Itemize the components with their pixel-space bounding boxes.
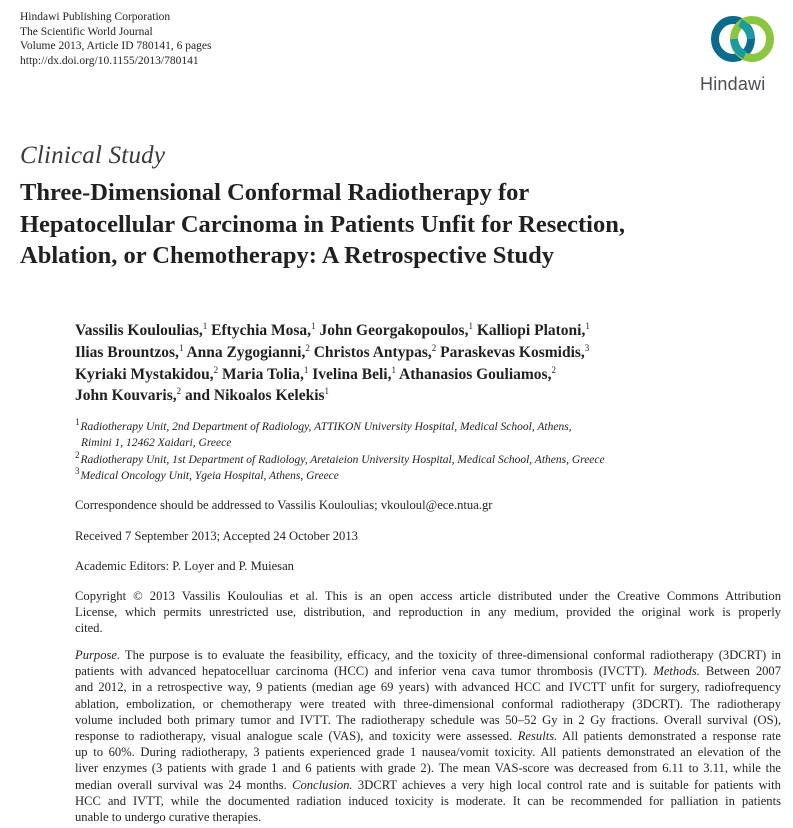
abstract-text: response to radiotherapy, visual analogue scale (VAS), and toxicity were assessed. <box>75 729 518 744</box>
article-type: Clinical Study <box>20 142 166 169</box>
abstract-section-label: Methods. <box>653 664 700 679</box>
hindawi-logo <box>700 13 786 95</box>
author-line <box>75 364 735 386</box>
abstract-line <box>75 728 781 744</box>
author-name: Vassilis Kouloulias, <box>75 322 203 339</box>
abstract-line: unable to undergo curative therapies. <box>75 810 262 825</box>
author-list <box>75 320 735 407</box>
author-name: John Kouvaris, <box>75 387 177 405</box>
copyright-line: cited. <box>75 621 103 636</box>
author-affiliation-mark: 1 <box>311 321 316 331</box>
doi-link[interactable]: http://dx.doi.org/10.1155/2013/780141 <box>20 54 199 67</box>
abstract-section-label: Results. <box>517 729 558 744</box>
author-name: Athanasios Gouliamos, <box>399 365 552 383</box>
author-affiliation-mark: 1 <box>303 364 309 375</box>
author-name: and Nikoalos Kelekis <box>185 387 325 405</box>
correspondence: Correspondence should be addressed to Vassilis Kouloulias; vkouloul@ece.ntua.gr <box>75 498 493 512</box>
author-affiliation-mark: 1 <box>585 321 590 331</box>
title-line: Three-Dimensional Conformal Radiotherapy for <box>20 179 530 206</box>
copyright-notice <box>75 588 781 637</box>
affiliation-item <box>75 419 715 435</box>
copyright-line: Copyright © 2013 Vassilis Kouloulias et al. This is an open access article distributed under the Creative Commons Attribution <box>75 589 781 603</box>
logo-wordmark: Hindawi <box>700 74 766 94</box>
abstract-text: median overall survival was 24 months. <box>75 777 293 792</box>
author-line <box>75 320 735 342</box>
abstract-line: ablation, embolization, or chemotherapy were treated with three-dimensional conformal radiotherapy (3DCRT). The radiotherapy <box>75 696 781 711</box>
author-name: Christos Antypas, <box>313 343 432 361</box>
author-name: John Georgakopoulos, <box>319 322 469 339</box>
abstract-line: HCC and IVTT, while the documented radiation induced toxicity is moderate. It can be recommended for palliation in patients <box>75 793 781 808</box>
affiliation-item <box>75 468 715 484</box>
author-name: Kyriaki Mystakidou, <box>75 365 214 383</box>
abstract-line <box>75 647 781 663</box>
abstract-text: The purpose is to evaluate the feasibility, efficacy, and the toxicity of three-dimensional conformal radiotherapy (3DCRT) in <box>120 648 781 662</box>
author-affiliation-mark: 1 <box>202 321 208 331</box>
abstract-text: Between 2007 <box>699 664 782 679</box>
abstract-text: 3DCRT achieves a very high local control rate and is suitable for patients with <box>352 777 781 792</box>
author-name: Anna Zygogianni, <box>186 343 306 361</box>
author-name: Maria Tolia, <box>222 365 304 383</box>
volume-info: Volume 2013, Article ID 780141, 6 pages <box>20 40 212 53</box>
author-name: Ivelina Beli, <box>312 365 392 383</box>
abstract-section-label: Conclusion. <box>292 777 353 792</box>
abstract-line: liver enzymes (3 patients with grade 1 and 6 patients with grade 2). The mean VAS-score was decreased from 6.11 to 3.11, while the <box>75 761 781 776</box>
article-title <box>20 177 760 272</box>
affiliation-number: 2 <box>75 449 80 460</box>
author-affiliation-mark: 1 <box>391 364 396 375</box>
author-name: Kalliopi Platoni, <box>476 322 586 339</box>
author-affiliation-mark: 1 <box>324 386 330 397</box>
copyright-line: License, which permits unrestricted use, distribution, and reproduction in any medium, provided the original work is properly <box>75 605 781 620</box>
author-affiliation-mark: 2 <box>431 342 437 353</box>
abstract-line <box>75 777 781 793</box>
affiliation-text: Radiotherapy Unit, 1st Department of Radiology, Aretaieion University Hospital, Medical School, Athens, Greece <box>80 453 605 466</box>
publisher-name: Hindawi Publishing Corporation <box>20 11 171 23</box>
abstract-line: volume included both primary tumor and IVTT. The radiotherapy schedule was 50–52 Gy in 2 Gy fractions. Overall survival (OS), <box>75 712 781 727</box>
author-affiliation-mark: 2 <box>551 364 556 375</box>
abstract-text: patients with advanced hepatocelluar carcinoma (HCC) and inferior vena cava tumor thrombosis (IVCTT). <box>75 664 654 679</box>
affiliation-text: Medical Oncology Unit, Ygeia Hospital, Athens, Greece <box>80 470 339 483</box>
author-affiliation-mark: 1 <box>468 321 473 331</box>
journal-header <box>20 10 211 68</box>
abstract-line <box>75 663 781 679</box>
affiliation-number: 3 <box>75 466 80 477</box>
title-line: Ablation, or Chemotherapy: A Retrospective Study <box>20 242 554 269</box>
author-affiliation-mark: 1 <box>178 342 184 353</box>
author-affiliation-mark: 2 <box>213 364 219 375</box>
abstract-text: All patients demonstrated a response rate <box>557 729 781 744</box>
abstract-section-label: Purpose. <box>75 648 121 662</box>
abstract <box>75 647 781 825</box>
hindawi-rings-icon <box>707 13 779 71</box>
author-line <box>75 342 735 364</box>
author-name: Ilias Brountzos, <box>75 343 179 361</box>
author-affiliation-mark: 2 <box>305 342 310 353</box>
journal-name: The Scientific World Journal <box>20 25 153 38</box>
author-line <box>75 385 735 407</box>
author-affiliation-mark: 2 <box>176 386 182 397</box>
abstract-line: and 2012, in a retrospective way, 9 patients (median age 69 years) with advanced HCC and IVCTT unfit for surgery, radiofrequency <box>75 680 781 695</box>
received-accepted-dates: Received 7 September 2013; Accepted 24 October 2013 <box>75 529 358 543</box>
author-name: Eftychia Mosa, <box>211 322 312 339</box>
abstract-line: up to 60%. During radiotherapy, 3 patients experienced grade 1 nausea/vomit toxicity. All patients demonstrated an elevation of the <box>75 745 781 760</box>
affiliation-number: 1 <box>75 417 80 427</box>
affiliation-item-continued: Rimini 1, 12462 Xaidari, Greece <box>81 437 232 450</box>
author-affiliation-mark: 3 <box>584 342 590 353</box>
academic-editors: Academic Editors: P. Loyer and P. Muiesan <box>75 559 294 573</box>
affiliation-text: Radiotherapy Unit, 2nd Department of Radiology, ATTIKON University Hospital, Medical School, Athens, <box>80 421 572 433</box>
author-name: Paraskevas Kosmidis, <box>440 343 585 361</box>
affiliation-item <box>75 449 715 468</box>
title-line: Hepatocellular Carcinoma in Patients Unfit for Resection, <box>20 210 625 238</box>
affiliation-list <box>75 419 715 485</box>
